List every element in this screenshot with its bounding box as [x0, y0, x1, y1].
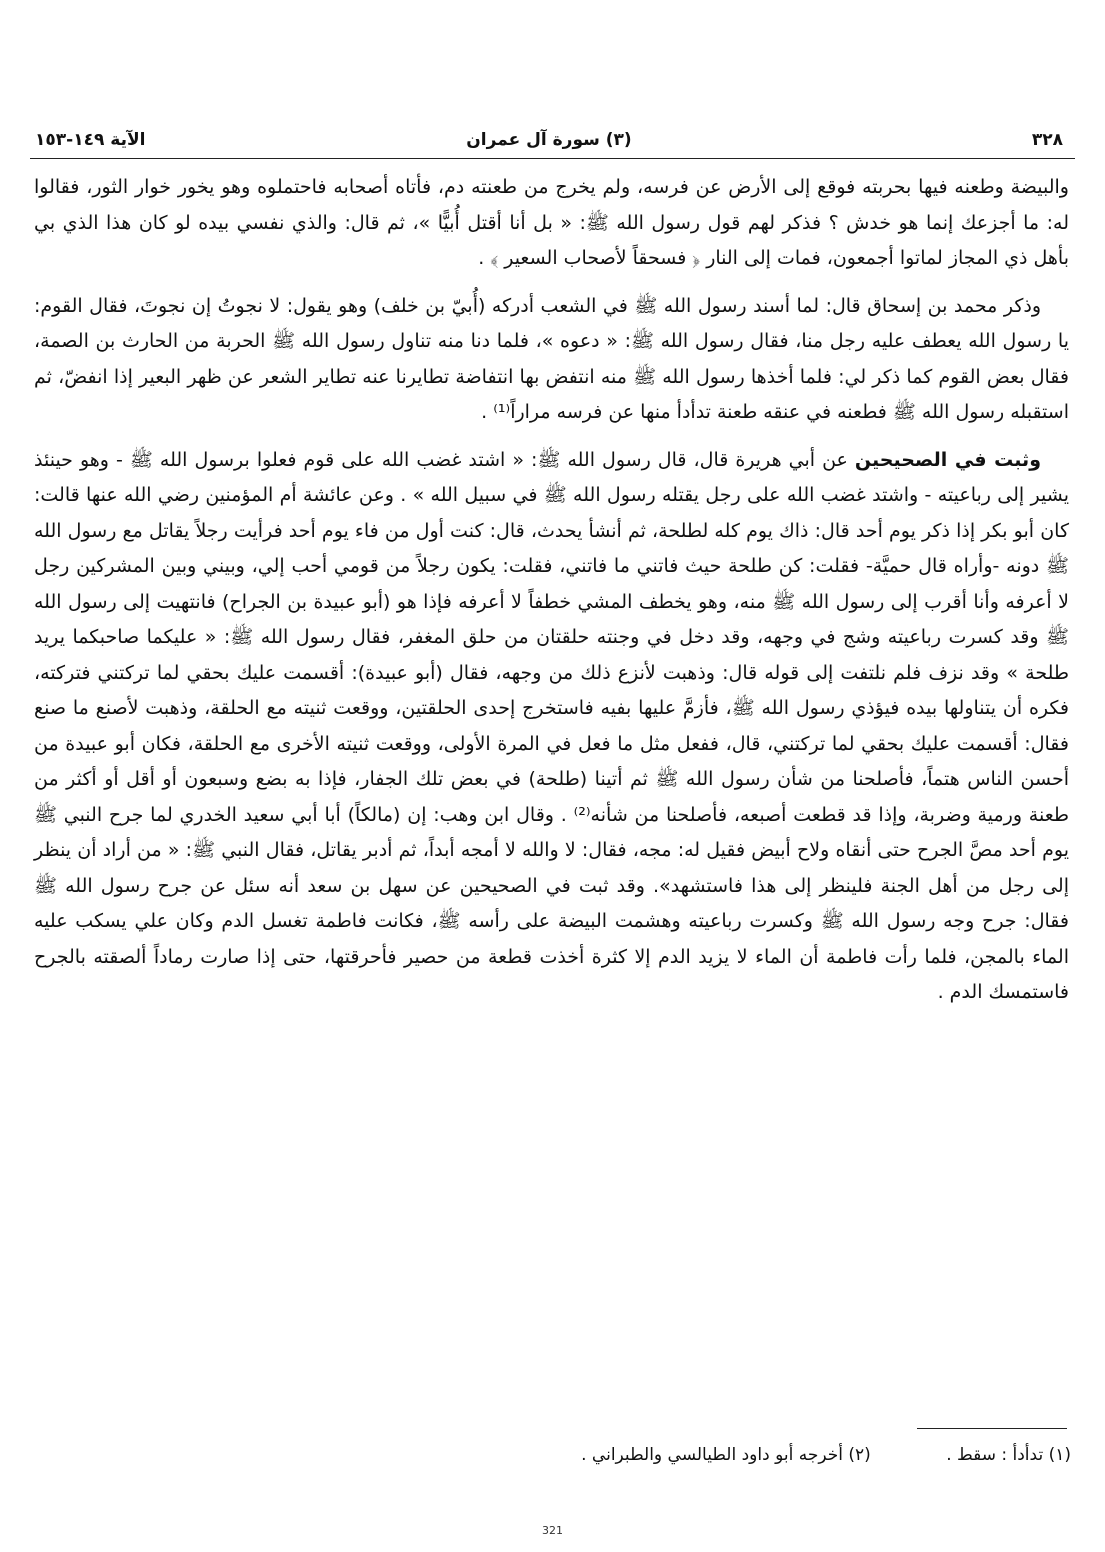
paragraph	[34, 170, 1069, 277]
footnote-2: (٢) أخرجه أبو داود الطيالسي والطبراني .	[581, 1445, 871, 1465]
paragraph-text: والبيضة وطعنه فيها بحربته فوقع إلى الأرض عن فرسه، ولم يخرج من طعنته دم، فأتاه أصحابه فاحتملوه وهو يخور خوار الثور، فقالوا له: ما أجزعك إنما هو خدش ؟ فذكر لهم قول رسول الله ﷺ: « بل أنا أقتل أُبيًّا »، ثم قال: والذي نفسي بيده لو كان هذا الذي بي بأهل ذي المجاز لماتوا أجمعون، فمات إلى النار ﴿ فسحقاً لأصحاب السعير ﴾ .	[34, 176, 1069, 269]
header-verse-range: الآية ١٤٩-١٥٣	[35, 130, 146, 150]
header-page-number: ٣٢٨	[1031, 130, 1063, 150]
footnote-1: (١) تدأدأ : سقط .	[946, 1445, 1071, 1465]
header-surah-title: (٣) سورة آل عمران	[466, 130, 632, 150]
scan-page-number: 321	[542, 1524, 563, 1537]
paragraph	[34, 443, 1069, 1011]
paragraph-text: عن أبي هريرة قال، قال رسول الله ﷺ: « اشتد غضب الله على قوم فعلوا برسول الله ﷺ - وهو حينئذ يشير إلى رباعيته - واشتد غضب الله على رجل يقتله رسول الله ﷺ في سبيل الله » . وعن عائشة أم المؤمنين رضي الله عنها قالت: كان أبو بكر إذا ذكر يوم أحد قال: ذاك يوم كله لطلحة، ثم أنشأ يحدث، قال: كنت أول من فاء يوم أحد فرأيت رجلاً يقاتل مع رسول الله ﷺ دونه -وأراه قال حميَّة- فقلت: كن طلحة حيث فاتني ما فاتني، فقلت: يكون رجلاً من قومي أحب إلي، وبيني وبين المشركين رجل لا أعرفه وأنا أقرب إلى رسول الله ﷺ منه، وهو يخطف المشي خطفاً لا أعرفه فإذا هو (أبو عبيدة بن الجراح) فانتهيت إلى رسول الله ﷺ وقد كسرت رباعيته وشج في وجهه، وقد دخل في وجنته حلقتان من حلق المغفر، فقال رسول الله ﷺ: « عليكما صاحبكما يريد طلحة » وقد نزف فلم نلتفت إلى قوله قال: وذهبت لأنزع ذلك من وجهه، فقال (أبو عبيدة): أقسمت عليك بحقي لما تركتني فتركته، فكره أن يتناولها بيده فيؤذي رسول الله ﷺ، فأزمَّ عليها بفيه فاستخرج إحدى الحلقتين، ووقعت ثنيته مع الحلقة، وذهبت لأصنع ما صنع فقال: أقسمت عليك بحقي لما تركتني، قال، ففعل مثل ما فعل في المرة الأولى، ووقعت ثنيته الأخرى مع الحلقة، فكان أبو عبيدة من أحسن الناس هتماً، فأصلحنا من شأن رسول الله ﷺ ثم أتينا (طلحة) في بعض تلك الجفار، فإذا به بضع وسبعون أو أقل أو أكثر من طعنة ورمية وضربة، وإذا قد قطعت أصبعه، فأصلحنا من شأنه⁽²⁾ . وقال ابن وهب: إن (مالكاً) أبا أبي سعيد الخدري لما جرح النبي ﷺ يوم أحد مصَّ الجرح حتى أنقاه ولاح أبيض فقيل له: مجه، فقال: لا والله لا أمجه أبداً، ثم أدبر يقاتل، فقال النبي ﷺ: « من أراد أن ينظر إلى رجل من أهل الجنة فلينظر إلى هذا فاستشهد». وقد ثبت في الصحيحين عن سهل بن سعد أنه سئل عن جرح رسول الله ﷺ فقال: جرح وجه رسول الله ﷺ وكسرت رباعيته وهشمت البيضة على رأسه ﷺ، فكانت فاطمة تغسل الدم وكان علي يسكب عليه الماء بالمجن، فلما رأت فاطمة أن الماء لا يزيد الدم إلا كثرة أخذت قطعة من حصير فأحرقتها، حتى إذا صارت رماداً ألصقته بالجرح فاستمسك الدم .	[34, 448, 1069, 1003]
paragraph-text: وذكر محمد بن إسحاق قال: لما أسند رسول الله ﷺ في الشعب أدركه (أُبيّ بن خلف) وهو يقول: لا نجوتُ إن نجوتَ، فقال القوم: يا رسول الله يعطف عليه رجل منا، فقال رسول الله ﷺ: « دعوه »، فلما دنا منه تناول رسول الله ﷺ الحربة من الحارث بن الصمة، فقال بعض القوم كما ذكر لي: فلما أخذها رسول الله ﷺ منه انتفض بها انتفاضة تطايرنا عنه تطاير الشعر عن ظهر البعير إذا انفضّ، ثم استقبله رسول الله ﷺ فطعنه في عنقه طعنة تدأدأ منها عن فرسه مراراً⁽¹⁾ .	[34, 294, 1069, 423]
header-divider	[30, 158, 1075, 159]
paragraph-lead: وثبت في الصحيحين	[854, 448, 1041, 471]
footnotes	[34, 1440, 1071, 1470]
running-header	[35, 128, 1063, 158]
footnote-divider	[917, 1428, 1067, 1429]
paragraph	[34, 289, 1069, 431]
body-text	[34, 170, 1069, 1023]
